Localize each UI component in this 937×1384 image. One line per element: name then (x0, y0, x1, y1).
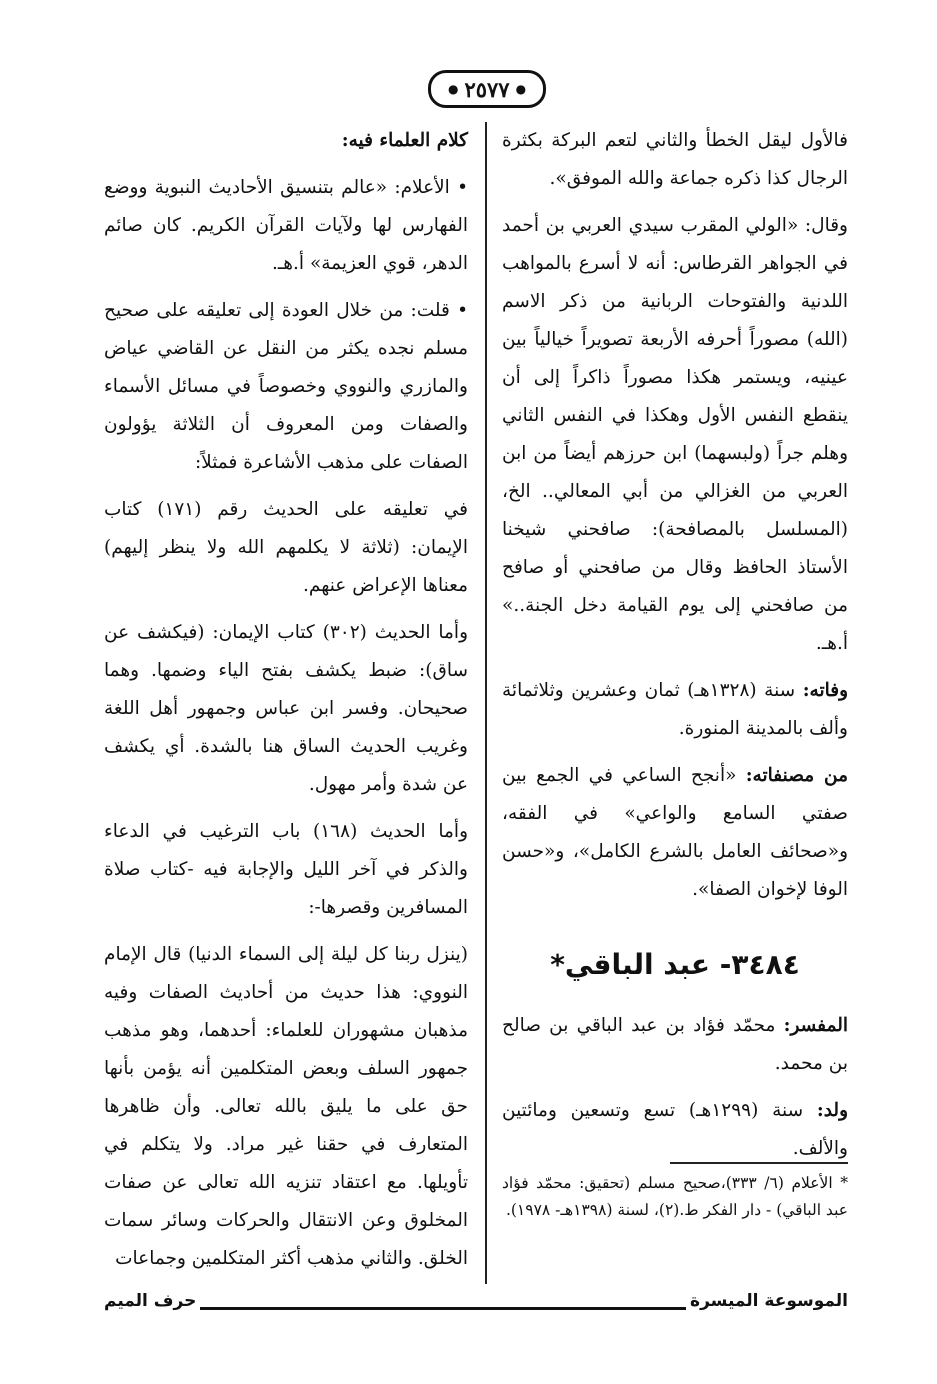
section-heading: كلام العلماء فيه: (341, 130, 468, 151)
page-footer (104, 1286, 848, 1316)
footer-section: حرف الميم (104, 1291, 197, 1311)
bullet-dot-icon: ● (515, 82, 527, 96)
paragraph-label: المفسر: (783, 1015, 848, 1036)
paragraph: وأما الحديث (١٦٨) باب الترغيب في الدعاء والذكر في آخر الليل والإجابة فيه -كتاب صلاة المسافرين وقصرها-: (104, 821, 468, 918)
paragraph-text: سنة (١٣٢٨هـ) ثمان وعشرين وثلاثمائة وألف بالمدينة المنورة. (502, 680, 848, 739)
column-divider (485, 122, 487, 1284)
page-number (428, 70, 546, 108)
bullet-dot-icon: ● (447, 82, 459, 96)
right-column (502, 122, 848, 1177)
page-number-text: ٢٥٧٧ (464, 76, 510, 102)
paragraph (502, 1092, 848, 1168)
paragraph: (ينزل ربنا كل ليلة إلى السماء الدنيا) قال الإمام النووي: هذا حديث من أحاديث الصفات وفيه مذهبان مشهوران للعلماء: أحدهما، وهو مذهب جمهور السلف وبعض المتكلمين أنه يؤمن بأنها حق على ما يليق بالله تعالى. وأن ظاهرها المتعارف في حقنا غير مراد. ولا يتكلم في تأويلها. مع اعتقاد تنزيه الله تعالى عن صفات المخلوق وعن الانتقال والحركات وسائر سمات الخلق. والثاني مذهب أكثر المتكلمين وجماعات (104, 944, 468, 1269)
footer-book-title: الموسوعة الميسرة (690, 1291, 848, 1311)
paragraph: • قلت: من خلال العودة إلى تعليقه على صحيح مسلم نجده يكثر من النقل عن القاضي عياض والمازري والنووي وخصوصاً في مسائل الأسماء والصفات ومن المعروف أن الثلاثة يؤولون الصفات على مذهب الأشاعرة فمثلاً: (104, 300, 468, 473)
paragraph-label: وفاته: (802, 680, 849, 701)
paragraph-text: سنة (١٢٩٩هـ) تسع وتسعين ومائتين والألف. (502, 1100, 848, 1159)
paragraph: فالأول ليقل الخطأ والثاني لتعم البركة بكثرة الرجال كذا ذكره جماعة والله الموفق». (502, 130, 848, 189)
entry-title: ٣٤٨٤- عبد الباقي* (550, 948, 800, 981)
paragraph: • الأعلام: «عالم بتنسيق الأحاديث النبوية ووضع الفهارس لها ولآيات القرآن الكريم. كان صائم الدهر، قوي العزيمة» أ.هـ. (104, 177, 468, 274)
footnote-rule (670, 1162, 848, 1164)
paragraph-text: «أنجح الساعي في الجمع بين صفتي السامع والواعي» في الفقه، و«صحائف العامل بالشرع الكامل»، و«حسن الوفا لإخوان الصفا». (502, 765, 848, 900)
paragraph: في تعليقه على الحديث رقم (١٧١) كتاب الإيمان: (ثلاثة لا يكلمهم الله ولا ينظر إليهم) معناها الإعراض عنهم. (104, 499, 468, 596)
paragraph: وقال: «الولي المقرب سيدي العربي بن أحمد في الجواهر القرطاس: أنه لا أسرع بالمواهب اللدنية والفتوحات الربانية من ذكر الاسم (الله) مصوراً أحرفه الأربعة تصويراً خيالياً بين عينيه، ويستمر هكذا مصوراً ذاكراً إلى أن ينقطع النفس الأول وهكذا في النفس الثاني وهلم جراً (ولبسهما) ابن حرزهم أيضاً من ابن العربي من الغزالي من أبي المعالي.. الخ، (المسلسل بالمصافحة): صافحني شيخنا الأستاذ الحافظ وقال من صافحني أو صافح من صافحني إلى يوم القيامة دخل الجنة..» أ.هـ. (502, 215, 848, 654)
footnote: * الأعلام (٦/ ٣٣٣)،صحيح مسلم (تحقيق: محمّد فؤاد عبد الباقي) - دار الفكر ط.(٢)، لسنة (١٣٩٨هـ- ١٩٧٨). (502, 1174, 848, 1219)
paragraph-label: من مصنفاته: (745, 765, 848, 786)
paragraph (502, 672, 848, 748)
paragraph-label: ولد: (816, 1100, 849, 1121)
footer-rule (200, 1307, 686, 1310)
left-column (104, 122, 468, 1287)
paragraph (502, 1007, 848, 1083)
paragraph (502, 757, 848, 909)
paragraph-text: محمّد فؤاد بن عبد الباقي بن صالح بن محمد. (502, 1015, 848, 1074)
paragraph: وأما الحديث (٣٠٢) كتاب الإيمان: (فيكشف عن ساق): ضبط يكشف بفتح الياء وضمها. وهما صحيحان. وفسر ابن عباس وجمهور أهل اللغة وغريب الحديث الساق هنا بالشدة. أي يكشف عن شدة وأمر مهول. (104, 622, 469, 795)
